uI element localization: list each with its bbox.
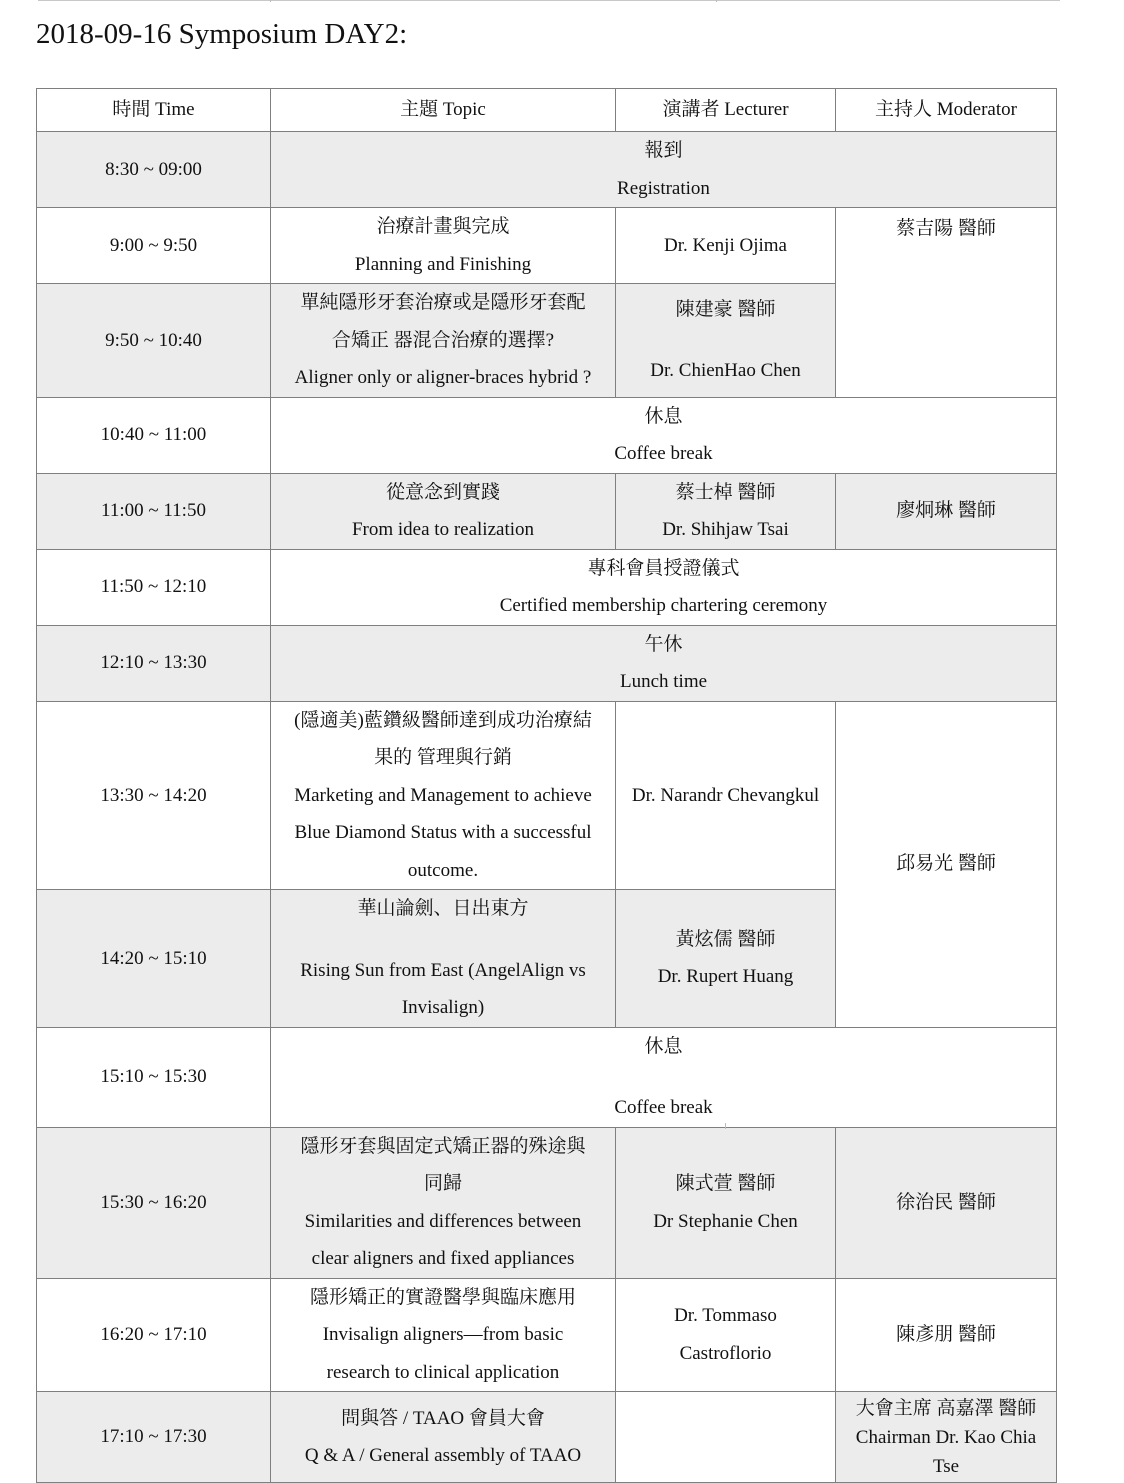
time-cell: 13:30 ~ 14:20 bbox=[37, 701, 271, 890]
topic-en: Invisalign aligners—from basic bbox=[322, 1324, 564, 1345]
table-row bbox=[37, 1027, 1057, 1127]
span-zh: 休息 bbox=[644, 1035, 683, 1057]
topic-cell bbox=[271, 284, 616, 398]
lecturer-en: Dr. Tommaso bbox=[674, 1305, 777, 1327]
topic-cell bbox=[271, 473, 616, 549]
time-cell: 9:00 ~ 9:50 bbox=[37, 208, 271, 284]
topic-en: Aligner only or aligner-braces hybrid ? bbox=[294, 367, 592, 388]
moderator-cell: 廖炯琳 醫師 bbox=[836, 473, 1057, 549]
span-en: Coffee break bbox=[614, 443, 713, 464]
header-lecturer: 演講者 Lecturer bbox=[616, 89, 836, 132]
topic-en: Q & A / General assembly of TAAO bbox=[304, 1445, 582, 1466]
lecturer-en: Dr. Shihjaw Tsai bbox=[662, 519, 789, 540]
topic-cell bbox=[271, 701, 616, 890]
lecturer-zh: 陳式萱 醫師 bbox=[675, 1173, 776, 1194]
time-cell: 15:30 ~ 16:20 bbox=[37, 1127, 271, 1278]
topic-en: Rising Sun from East (AngelAlign vs bbox=[300, 959, 586, 981]
table-row bbox=[37, 397, 1057, 473]
time-cell: 16:20 ~ 17:10 bbox=[37, 1278, 271, 1392]
span-cell bbox=[271, 1027, 1057, 1127]
span-zh: 專科會員授證儀式 bbox=[587, 557, 740, 579]
topic-cell bbox=[271, 1127, 616, 1278]
moderator-cell bbox=[836, 701, 1057, 1027]
top-rule bbox=[38, 0, 1060, 1]
time-cell: 9:50 ~ 10:40 bbox=[37, 284, 271, 398]
topic-zh: 合矯正 器混合治療的選擇? bbox=[331, 329, 555, 351]
moderator-name: 邱易光 醫師 bbox=[896, 853, 996, 875]
topic-cell bbox=[271, 1392, 616, 1483]
top-rule-tick bbox=[270, 0, 271, 2]
moderator-name: Tse bbox=[932, 1455, 960, 1477]
lecturer-cell bbox=[616, 1127, 836, 1278]
moderator-cell: 徐治民 醫師 bbox=[836, 1127, 1057, 1278]
schedule-table bbox=[36, 88, 1057, 1483]
span-cell bbox=[271, 549, 1057, 625]
topic-zh: 從意念到實踐 bbox=[385, 481, 500, 503]
lecturer-zh: 蔡士棹 醫師 bbox=[675, 481, 776, 503]
header-time: 時間 Time bbox=[37, 89, 271, 132]
span-zh: 午休 bbox=[644, 633, 683, 655]
topic-en: From idea to realization bbox=[351, 519, 535, 540]
moderator-name: Chairman Dr. Kao Chia bbox=[855, 1426, 1037, 1448]
moderator-cell bbox=[836, 208, 1057, 398]
span-zh: 休息 bbox=[644, 405, 683, 427]
span-cell bbox=[271, 625, 1057, 701]
topic-cell bbox=[271, 208, 616, 284]
topic-en: Marketing and Management to achieve bbox=[294, 784, 592, 806]
span-en: Lunch time bbox=[619, 671, 708, 692]
time-cell: 11:50 ~ 12:10 bbox=[37, 549, 271, 625]
span-en: Coffee break bbox=[614, 1097, 713, 1118]
topic-en: outcome. bbox=[407, 859, 479, 881]
topic-en: Planning and Finishing bbox=[354, 253, 532, 275]
lecturer-en: Dr. Rupert Huang bbox=[657, 966, 794, 988]
time-cell: 8:30 ~ 09:00 bbox=[37, 132, 271, 208]
moderator-cell bbox=[836, 1392, 1057, 1483]
span-en: Registration bbox=[617, 177, 710, 199]
topic-en: Similarities and differences between bbox=[304, 1210, 582, 1232]
lecturer-zh: 陳建豪 醫師 bbox=[675, 298, 776, 320]
topic-zh: 治療計畫與完成 bbox=[376, 216, 510, 237]
table-row bbox=[37, 701, 1057, 890]
lecturer-cell bbox=[616, 1278, 836, 1392]
header-moderator: 主持人 Moderator bbox=[836, 89, 1057, 132]
time-cell: 17:10 ~ 17:30 bbox=[37, 1392, 271, 1483]
lecturer-cell bbox=[616, 890, 836, 1028]
lecturer-en: Dr. ChienHao Chen bbox=[650, 360, 801, 382]
topic-zh: 隱形矯正的實證醫學與臨床應用 bbox=[309, 1286, 576, 1308]
lecturer-cell: Dr. Kenji Ojima bbox=[616, 208, 836, 284]
top-rule-tick bbox=[716, 0, 717, 2]
topic-cell bbox=[271, 1278, 616, 1392]
topic-en: research to clinical application bbox=[326, 1361, 560, 1383]
topic-zh: 華山論劍、日出東方 bbox=[357, 898, 529, 919]
topic-zh: 問與答 / TAAO 會員大會 bbox=[341, 1407, 545, 1429]
time-cell: 12:10 ~ 13:30 bbox=[37, 625, 271, 701]
span-cell bbox=[271, 397, 1057, 473]
lecturer-en: Castroflorio bbox=[679, 1342, 772, 1364]
span-cell bbox=[271, 132, 1057, 208]
table-row bbox=[37, 625, 1057, 701]
topic-cell bbox=[271, 890, 616, 1028]
time-cell: 14:20 ~ 15:10 bbox=[37, 890, 271, 1028]
topic-zh: 果的 管理與行銷 bbox=[374, 747, 512, 768]
time-cell: 11:00 ~ 11:50 bbox=[37, 473, 271, 549]
lecturer-cell bbox=[616, 1392, 836, 1483]
moderator-name: 蔡吉陽 醫師 bbox=[896, 218, 996, 239]
table-row bbox=[37, 1278, 1057, 1392]
lecturer-en: Dr Stephanie Chen bbox=[653, 1210, 798, 1232]
lecturer-cell bbox=[616, 473, 836, 549]
topic-zh: 單純隱形牙套治療或是隱形牙套配 bbox=[300, 292, 586, 313]
topic-en: clear aligners and fixed appliances bbox=[311, 1248, 575, 1269]
table-row bbox=[37, 1392, 1057, 1483]
lecturer-cell bbox=[616, 284, 836, 398]
header-topic: 主題 Topic bbox=[271, 89, 616, 132]
table-row bbox=[37, 208, 1057, 284]
lecturer-zh: 黃炫儒 醫師 bbox=[675, 928, 776, 950]
table-row bbox=[37, 473, 1057, 549]
table-row bbox=[37, 132, 1057, 208]
table-row bbox=[37, 549, 1057, 625]
time-cell: 10:40 ~ 11:00 bbox=[37, 397, 271, 473]
span-en: Certified membership chartering ceremony bbox=[499, 595, 828, 616]
topic-zh: (隱適美)藍鑽級醫師達到成功治療結 bbox=[294, 709, 592, 731]
span-zh: 報到 bbox=[644, 140, 683, 161]
topic-zh: 隱形牙套與固定式矯正器的殊途與 bbox=[300, 1135, 586, 1157]
table-header-row bbox=[37, 89, 1057, 132]
topic-en: Invisalign) bbox=[401, 997, 485, 1018]
moderator-cell: 陳彥朋 醫師 bbox=[836, 1278, 1057, 1392]
topic-en: Blue Diamond Status with a successful bbox=[294, 822, 592, 843]
lecturer-cell: Dr. Narandr Chevangkul bbox=[616, 701, 836, 890]
page-title: 2018-09-16 Symposium DAY2: bbox=[36, 18, 408, 50]
time-cell: 15:10 ~ 15:30 bbox=[37, 1027, 271, 1127]
stray-mark bbox=[725, 1123, 726, 1129]
moderator-name: 大會主席 高嘉澤 醫師 bbox=[855, 1397, 1037, 1419]
table-row bbox=[37, 1127, 1057, 1278]
topic-zh: 同歸 bbox=[423, 1173, 462, 1194]
